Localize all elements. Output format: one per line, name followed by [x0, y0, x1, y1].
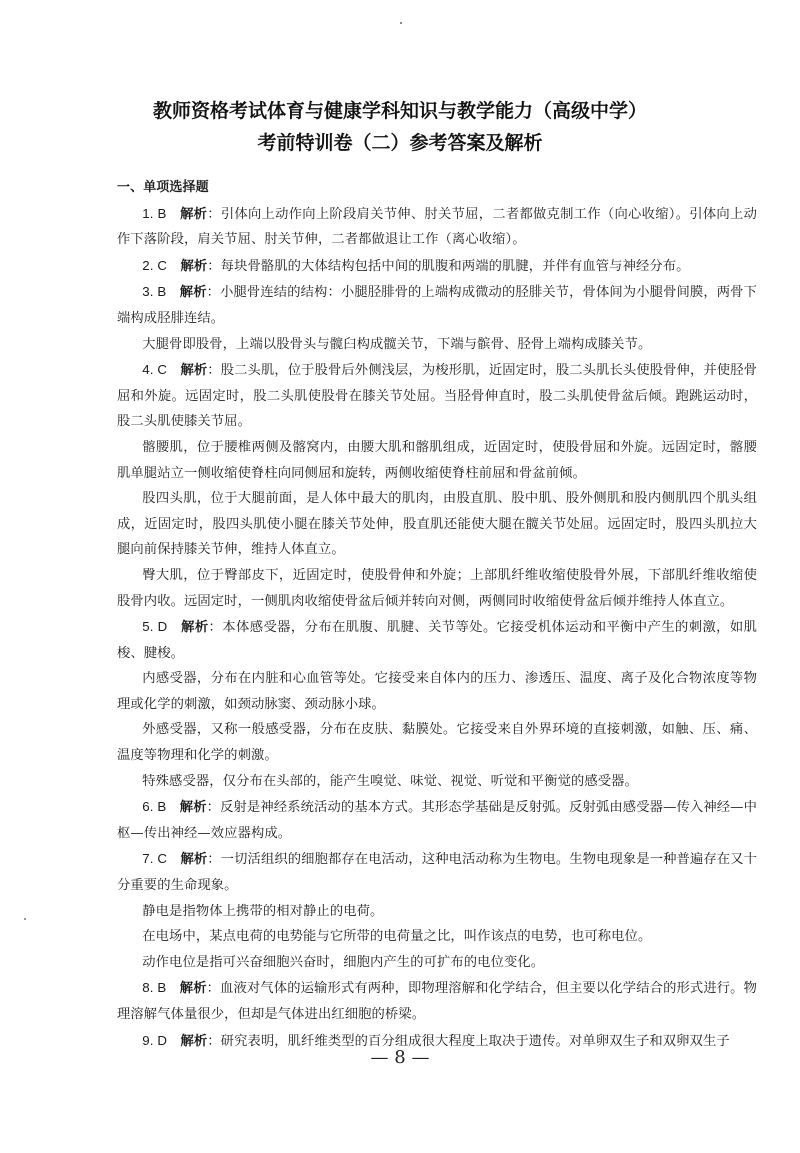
answer-text: 股二头肌，位于股骨后外侧浅层，为梭形肌，近固定时，股二头肌长头使股骨伸，并使胫骨屈和外旋。远固定时，股二头肌使股骨在膝关节处屈。当胫骨伸直时，股二头肌使骨盆后倾。跑跳运动时，股二头肌使膝关节屈。	[117, 363, 757, 430]
answer-paragraph	[117, 717, 757, 768]
answer-text: 动作电位是指可兴奋细胞兴奋时，细胞内产生的可扩布的电位变化。	[142, 954, 545, 970]
answer-number: 2. C	[142, 257, 168, 273]
answer-paragraph	[117, 486, 757, 563]
analysis-label: 解析	[180, 620, 209, 636]
answer-number: 8. B	[142, 980, 167, 996]
answer-item: 6. B 解析：反射是神经系统活动的基本方式。其形态学基础是反射弧。反射弧由感受器—传入神经—中枢—传出神经—效应器构成。	[117, 799, 758, 841]
analysis-label: 解析	[180, 852, 208, 868]
analysis-label: 解析	[179, 981, 207, 997]
answer-text: 大腿骨即股骨，上端以股骨头与髋臼构成髋关节，下端与髌骨、胫骨上端构成膝关节。	[142, 336, 652, 352]
analysis-label: 解析	[179, 800, 207, 816]
answer-body	[117, 175, 757, 1054]
answer-text: 内感受器，分布在内脏和心血管等处。它接受来自体内的压力、渗透压、温度、离子及化合物浓度等物理或化学的刺激，如颈动脉窦、颈动脉小球。	[117, 671, 757, 712]
answer-paragraph	[117, 666, 757, 717]
answer-text: 引体向上动作向上阶段肩关节伸、肘关节屈，二者都做克制工作（向心收缩）。引体向上动作下落阶段，肩关节屈、肘关节伸，二者都做退让工作（离心收缩）。	[117, 206, 757, 248]
scan-speck	[24, 918, 26, 920]
document-title-line-1: 教师资格考试体育与健康学科知识与教学能力（高级中学）	[152, 100, 647, 122]
section-heading: 一、单项选择题	[117, 180, 209, 195]
answer-item: 5. D 解析：本体感受器，分布在肌腹、肌腱、关节等处。它接受机体运动和平衡中产生的刺激，如肌梭、腱梭。	[117, 619, 757, 661]
analysis-label: 解析	[179, 285, 207, 301]
answer-paragraph	[117, 899, 757, 925]
answer-text: 静电是指物体上携带的相对静止的电荷。	[142, 903, 384, 919]
answer-number: 9. D	[142, 1032, 168, 1048]
answer-text: 特殊感受器，仅分布在头部的，能产生嗅觉、味觉、视觉、听觉和平衡觉的感受器。	[142, 773, 638, 789]
answer-number: 6. B	[142, 799, 167, 815]
answer-item: 2. C 解析：每块骨骼肌的大体结构包括中间的肌腹和两端的肌腱，并伴有血管与神经分布。	[142, 257, 690, 274]
answer-text: 股四头肌，位于大腿前面，是人体中最大的肌肉，由股直肌、股中肌、股外侧肌和股内侧肌四个肌头组成，近固定时，股四头肌使小腿在膝关节处伸，股直肌还能使大腿在髋关节处屈。远固定时，股四头肌拉大腿向前保持膝关节伸，维持人体直立。	[117, 491, 757, 558]
answer-item: 4. C 解析：股二头肌，位于股骨后外侧浅层，为梭形肌，近固定时，股二头肌长头使股骨伸，并使胫骨屈和外旋。远固定时，股二头肌使股骨在膝关节处屈。当胫骨伸直时，股二头肌使骨盆后倾。跑跳运动时，股二头肌使膝关节屈。	[117, 362, 757, 430]
answer-paragraph	[117, 924, 757, 950]
page-number: — 8 —	[370, 1047, 430, 1068]
answer-item: 8. B 解析：血液对气体的运输形式有两种，即物理溶解和化学结合，但主要以化学结合的形式进行。物理溶解气体量很少，但却是气体进出红细胞的桥梁。	[117, 980, 758, 1022]
answer-paragraph	[117, 769, 757, 795]
answer-number: 5. D	[142, 619, 168, 635]
answer-paragraph	[117, 435, 757, 486]
answer-text: 髂腰肌，位于腰椎两侧及髂窝内，由腰大肌和髂肌组成，近固定时，使股骨屈和外旋。远固定时，髂腰肌单腿站立一侧收缩使脊柱向同侧屈和旋转，两侧收缩使脊柱前屈和骨盆前倾。	[117, 439, 757, 481]
answer-item: 7. C 解析：一切活组织的细胞都存在电活动，这种电活动称为生物电。生物电现象是一种普遍存在又十分重要的生命现象。	[117, 851, 757, 894]
analysis-label: 解析	[180, 258, 208, 274]
analysis-label: 解析	[179, 206, 208, 222]
answer-text: 小腿骨连结的结构：小腿胫腓骨的上端构成微动的胫腓关节，骨体间为小腿骨间膜，两骨下端构成胫腓连结。	[117, 285, 758, 326]
answer-number: 3. B	[142, 284, 167, 300]
answer-text: 外感受器，又称一般感受器，分布在皮肤、黏膜处。它接受来自外界环境的直接刺激，如触、压、痛、温度等物理和化学的刺激。	[117, 722, 757, 764]
answer-text: 臀大肌，位于臀部皮下，近固定时，使股骨伸和外旋；上部肌纤维收缩使股骨外展，下部肌纤维收缩使股骨内收。远固定时，一侧肌肉收缩使骨盆后倾并转向对侧，两侧同时收缩使骨盆后倾并维持人体直立。	[117, 567, 757, 609]
answer-text: 一切活组织的细胞都存在电活动，这种电活动称为生物电。生物电现象是一种普遍存在又十分重要的生命现象。	[117, 852, 757, 894]
answer-text: 每块骨骼肌的大体结构包括中间的肌腹和两端的肌腱，并伴有血管与神经分布。	[220, 258, 690, 274]
answer-text: 反射是神经系统活动的基本方式。其形态学基础是反射弧。反射弧由感受器—传入神经—中枢—传出神经—效应器构成。	[117, 800, 758, 841]
answer-text: 血液对气体的运输形式有两种，即物理溶解和化学结合，但主要以化学结合的形式进行。物理溶解气体量很少，但却是气体进出红细胞的桥梁。	[117, 981, 758, 1022]
answer-text: 研究表明，肌纤维类型的百分组成很大程度上取决于遗传。对单卵双生子和双卵双生子	[220, 1033, 730, 1049]
answer-item: 9. D 解析：研究表明，肌纤维类型的百分组成很大程度上取决于遗传。对单卵双生子和双卵双生子	[142, 1032, 730, 1049]
answer-number: 1. B	[142, 205, 167, 221]
analysis-label: 解析	[180, 363, 208, 379]
answer-paragraph	[117, 950, 757, 976]
answer-paragraph	[117, 332, 757, 358]
answer-item: 1. B 解析：引体向上动作向上阶段肩关节伸、肘关节屈，二者都做克制工作（向心收缩）。引体向上动作下落阶段，肩关节屈、肘关节伸，二者都做退让工作（离心收缩）。	[117, 205, 757, 248]
answer-item: 3. B 解析：小腿骨连结的结构：小腿胫腓骨的上端构成微动的胫腓关节，骨体间为小腿骨间膜，两骨下端构成胫腓连结。	[117, 284, 758, 326]
analysis-label: 解析	[180, 1033, 208, 1049]
answer-paragraph	[117, 563, 757, 614]
answer-text: 本体感受器，分布在肌腹、肌腱、关节等处。它接受机体运动和平衡中产生的刺激，如肌梭、腱梭。	[117, 620, 757, 661]
answer-number: 4. C	[142, 362, 168, 378]
answer-text: 在电场中，某点电荷的电势能与它所带的电荷量之比，叫作该点的电势，也可称电位。	[142, 929, 652, 945]
answer-number: 7. C	[142, 851, 168, 867]
scan-speck	[400, 22, 402, 24]
document-title-line-2: 考前特训卷（二）参考答案及解析	[257, 132, 543, 154]
